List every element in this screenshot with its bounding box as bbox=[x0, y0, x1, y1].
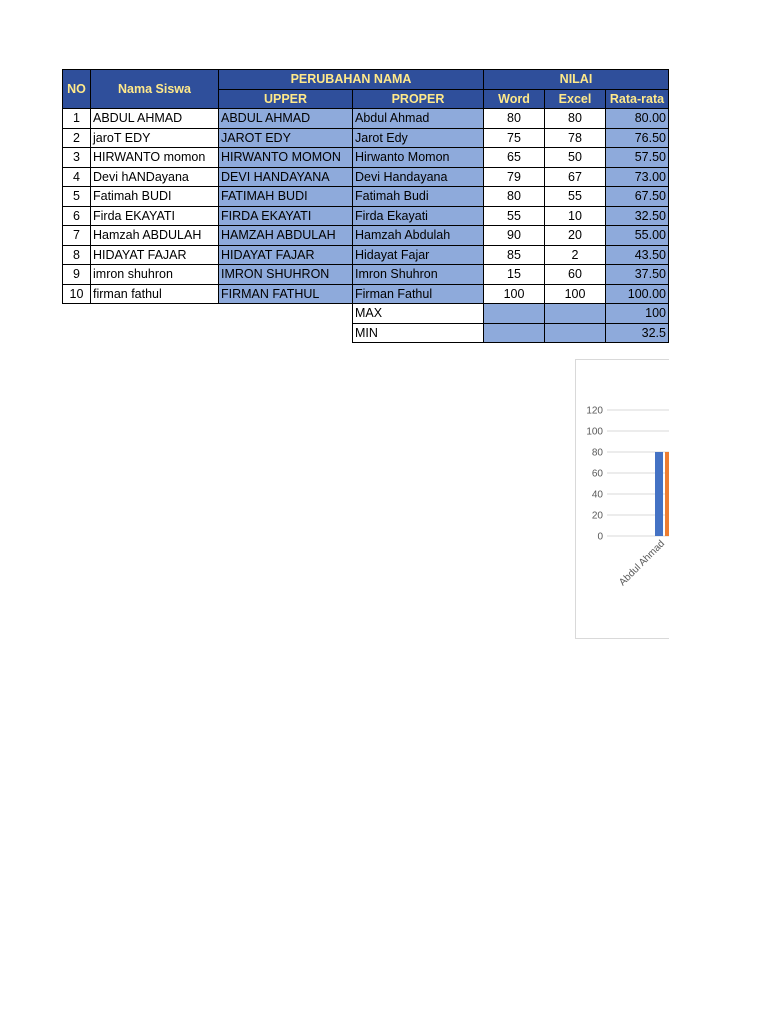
nama-siswa-cell[interactable]: HIRWANTO momon bbox=[91, 148, 219, 168]
average-score-cell[interactable]: 76.50 bbox=[606, 128, 669, 148]
header-nama-siswa[interactable]: Nama Siswa bbox=[91, 70, 219, 109]
table-row bbox=[63, 206, 669, 226]
excel-score-cell[interactable]: 67 bbox=[545, 167, 606, 187]
nama-siswa-cell[interactable]: Fatimah BUDI bbox=[91, 187, 219, 207]
upper-name-cell[interactable]: FIRMAN FATHUL bbox=[219, 284, 353, 304]
excel-score-cell[interactable]: 55 bbox=[545, 187, 606, 207]
empty-cell bbox=[63, 304, 353, 324]
proper-name-cell[interactable]: Hidayat Fajar bbox=[353, 245, 484, 265]
nama-siswa-cell[interactable]: HIDAYAT FAJAR bbox=[91, 245, 219, 265]
header-upper[interactable]: UPPER bbox=[219, 89, 353, 109]
nama-siswa-cell[interactable]: ABDUL AHMAD bbox=[91, 109, 219, 129]
row-number-cell[interactable]: 1 bbox=[63, 109, 91, 129]
table-row bbox=[63, 226, 669, 246]
upper-name-cell[interactable]: IMRON SHUHRON bbox=[219, 265, 353, 285]
upper-name-cell[interactable]: FATIMAH BUDI bbox=[219, 187, 353, 207]
upper-name-cell[interactable]: HIDAYAT FAJAR bbox=[219, 245, 353, 265]
excel-score-cell[interactable]: 80 bbox=[545, 109, 606, 129]
word-score-cell[interactable]: 80 bbox=[484, 109, 545, 129]
upper-name-cell[interactable]: FIRDA EKAYATI bbox=[219, 206, 353, 226]
row-number-cell[interactable]: 5 bbox=[63, 187, 91, 207]
proper-name-cell[interactable]: Firda Ekayati bbox=[353, 206, 484, 226]
table-row bbox=[63, 167, 669, 187]
word-score-cell[interactable]: 79 bbox=[484, 167, 545, 187]
average-score-cell[interactable]: 73.00 bbox=[606, 167, 669, 187]
word-score-cell[interactable]: 90 bbox=[484, 226, 545, 246]
table-row bbox=[63, 187, 669, 207]
min-word-cell[interactable] bbox=[484, 323, 545, 343]
bar-series-1-0[interactable] bbox=[655, 452, 663, 536]
upper-name-cell[interactable]: HAMZAH ABDULAH bbox=[219, 226, 353, 246]
min-label-cell[interactable]: MIN bbox=[353, 323, 484, 343]
upper-name-cell[interactable]: DEVI HANDAYANA bbox=[219, 167, 353, 187]
average-score-cell[interactable]: 37.50 bbox=[606, 265, 669, 285]
max-label-cell[interactable]: MAX bbox=[353, 304, 484, 324]
average-score-cell[interactable]: 80.00 bbox=[606, 109, 669, 129]
table-row bbox=[63, 109, 669, 129]
row-number-cell[interactable]: 8 bbox=[63, 245, 91, 265]
y-tick-label: 80 bbox=[591, 447, 603, 459]
table-row bbox=[63, 265, 669, 285]
y-tick-label: 20 bbox=[591, 510, 603, 522]
nama-siswa-cell[interactable]: Hamzah ABDULAH bbox=[91, 226, 219, 246]
row-number-cell[interactable]: 2 bbox=[63, 128, 91, 148]
excel-score-cell[interactable]: 60 bbox=[545, 265, 606, 285]
y-tick-label: 0 bbox=[597, 531, 603, 543]
nama-siswa-cell[interactable]: Firda EKAYATI bbox=[91, 206, 219, 226]
excel-score-cell[interactable]: 50 bbox=[545, 148, 606, 168]
row-number-cell[interactable]: 7 bbox=[63, 226, 91, 246]
average-score-cell[interactable]: 32.50 bbox=[606, 206, 669, 226]
word-score-cell[interactable]: 80 bbox=[484, 187, 545, 207]
proper-name-cell[interactable]: Hamzah Abdulah bbox=[353, 226, 484, 246]
student-grades-table bbox=[62, 69, 669, 343]
upper-name-cell[interactable]: ABDUL AHMAD bbox=[219, 109, 353, 129]
upper-name-cell[interactable]: JAROT EDY bbox=[219, 128, 353, 148]
row-number-cell[interactable]: 4 bbox=[63, 167, 91, 187]
header-no[interactable]: NO bbox=[63, 70, 91, 109]
upper-name-cell[interactable]: HIRWANTO MOMON bbox=[219, 148, 353, 168]
proper-name-cell[interactable]: Hirwanto Momon bbox=[353, 148, 484, 168]
nama-siswa-cell[interactable]: imron shuhron bbox=[91, 265, 219, 285]
y-tick-label: 60 bbox=[591, 468, 603, 480]
proper-name-cell[interactable]: Fatimah Budi bbox=[353, 187, 484, 207]
excel-score-cell[interactable]: 100 bbox=[545, 284, 606, 304]
proper-name-cell[interactable]: Abdul Ahmad bbox=[353, 109, 484, 129]
nama-siswa-cell[interactable]: jaroT EDY bbox=[91, 128, 219, 148]
table-row bbox=[63, 284, 669, 304]
row-number-cell[interactable]: 9 bbox=[63, 265, 91, 285]
max-word-cell[interactable] bbox=[484, 304, 545, 324]
nama-siswa-cell[interactable]: Devi hANDayana bbox=[91, 167, 219, 187]
word-score-cell[interactable]: 65 bbox=[484, 148, 545, 168]
average-score-cell[interactable]: 100.00 bbox=[606, 284, 669, 304]
min-excel-cell[interactable] bbox=[545, 323, 606, 343]
min-value-cell[interactable]: 32.5 bbox=[606, 323, 669, 343]
summary-row-max bbox=[63, 304, 669, 324]
bar-series-2-0[interactable] bbox=[665, 452, 669, 536]
max-value-cell[interactable]: 100 bbox=[606, 304, 669, 324]
proper-name-cell[interactable]: Imron Shuhron bbox=[353, 265, 484, 285]
proper-name-cell[interactable]: Firman Fathul bbox=[353, 284, 484, 304]
table-row bbox=[63, 128, 669, 148]
table-row bbox=[63, 148, 669, 168]
y-tick-label: 120 bbox=[586, 405, 603, 417]
header-proper[interactable]: PROPER bbox=[353, 89, 484, 109]
empty-cell bbox=[63, 323, 353, 343]
header-excel[interactable]: Excel bbox=[545, 89, 606, 109]
row-number-cell[interactable]: 10 bbox=[63, 284, 91, 304]
table-body bbox=[63, 109, 669, 304]
x-category-label: Abdul Ahmad bbox=[617, 538, 668, 589]
summary-row-min bbox=[63, 323, 669, 343]
word-score-cell[interactable]: 75 bbox=[484, 128, 545, 148]
average-score-cell[interactable]: 55.00 bbox=[606, 226, 669, 246]
excel-score-cell[interactable]: 10 bbox=[545, 206, 606, 226]
header-word[interactable]: Word bbox=[484, 89, 545, 109]
row-number-cell[interactable]: 6 bbox=[63, 206, 91, 226]
table-row bbox=[63, 245, 669, 265]
average-score-cell[interactable]: 57.50 bbox=[606, 148, 669, 168]
y-tick-label: 100 bbox=[586, 426, 603, 438]
row-number-cell[interactable]: 3 bbox=[63, 148, 91, 168]
proper-name-cell[interactable]: Jarot Edy bbox=[353, 128, 484, 148]
word-score-cell[interactable]: 100 bbox=[484, 284, 545, 304]
max-excel-cell[interactable] bbox=[545, 304, 606, 324]
excel-score-cell[interactable]: 2 bbox=[545, 245, 606, 265]
word-score-cell[interactable]: 85 bbox=[484, 245, 545, 265]
header-rata-rata[interactable]: Rata-rata bbox=[606, 89, 669, 109]
excel-score-cell[interactable]: 78 bbox=[545, 128, 606, 148]
chart-svg bbox=[576, 360, 669, 638]
proper-name-cell[interactable]: Devi Handayana bbox=[353, 167, 484, 187]
header-perubahan-nama[interactable]: PERUBAHAN NAMA bbox=[219, 70, 484, 90]
y-tick-label: 40 bbox=[591, 489, 603, 501]
word-score-cell[interactable]: 15 bbox=[484, 265, 545, 285]
header-nilai[interactable]: NILAI bbox=[484, 70, 669, 90]
nama-siswa-cell[interactable]: firman fathul bbox=[91, 284, 219, 304]
embedded-bar-chart[interactable] bbox=[575, 359, 669, 639]
summary-body bbox=[63, 304, 669, 343]
excel-score-cell[interactable]: 20 bbox=[545, 226, 606, 246]
word-score-cell[interactable]: 55 bbox=[484, 206, 545, 226]
average-score-cell[interactable]: 43.50 bbox=[606, 245, 669, 265]
average-score-cell[interactable]: 67.50 bbox=[606, 187, 669, 207]
